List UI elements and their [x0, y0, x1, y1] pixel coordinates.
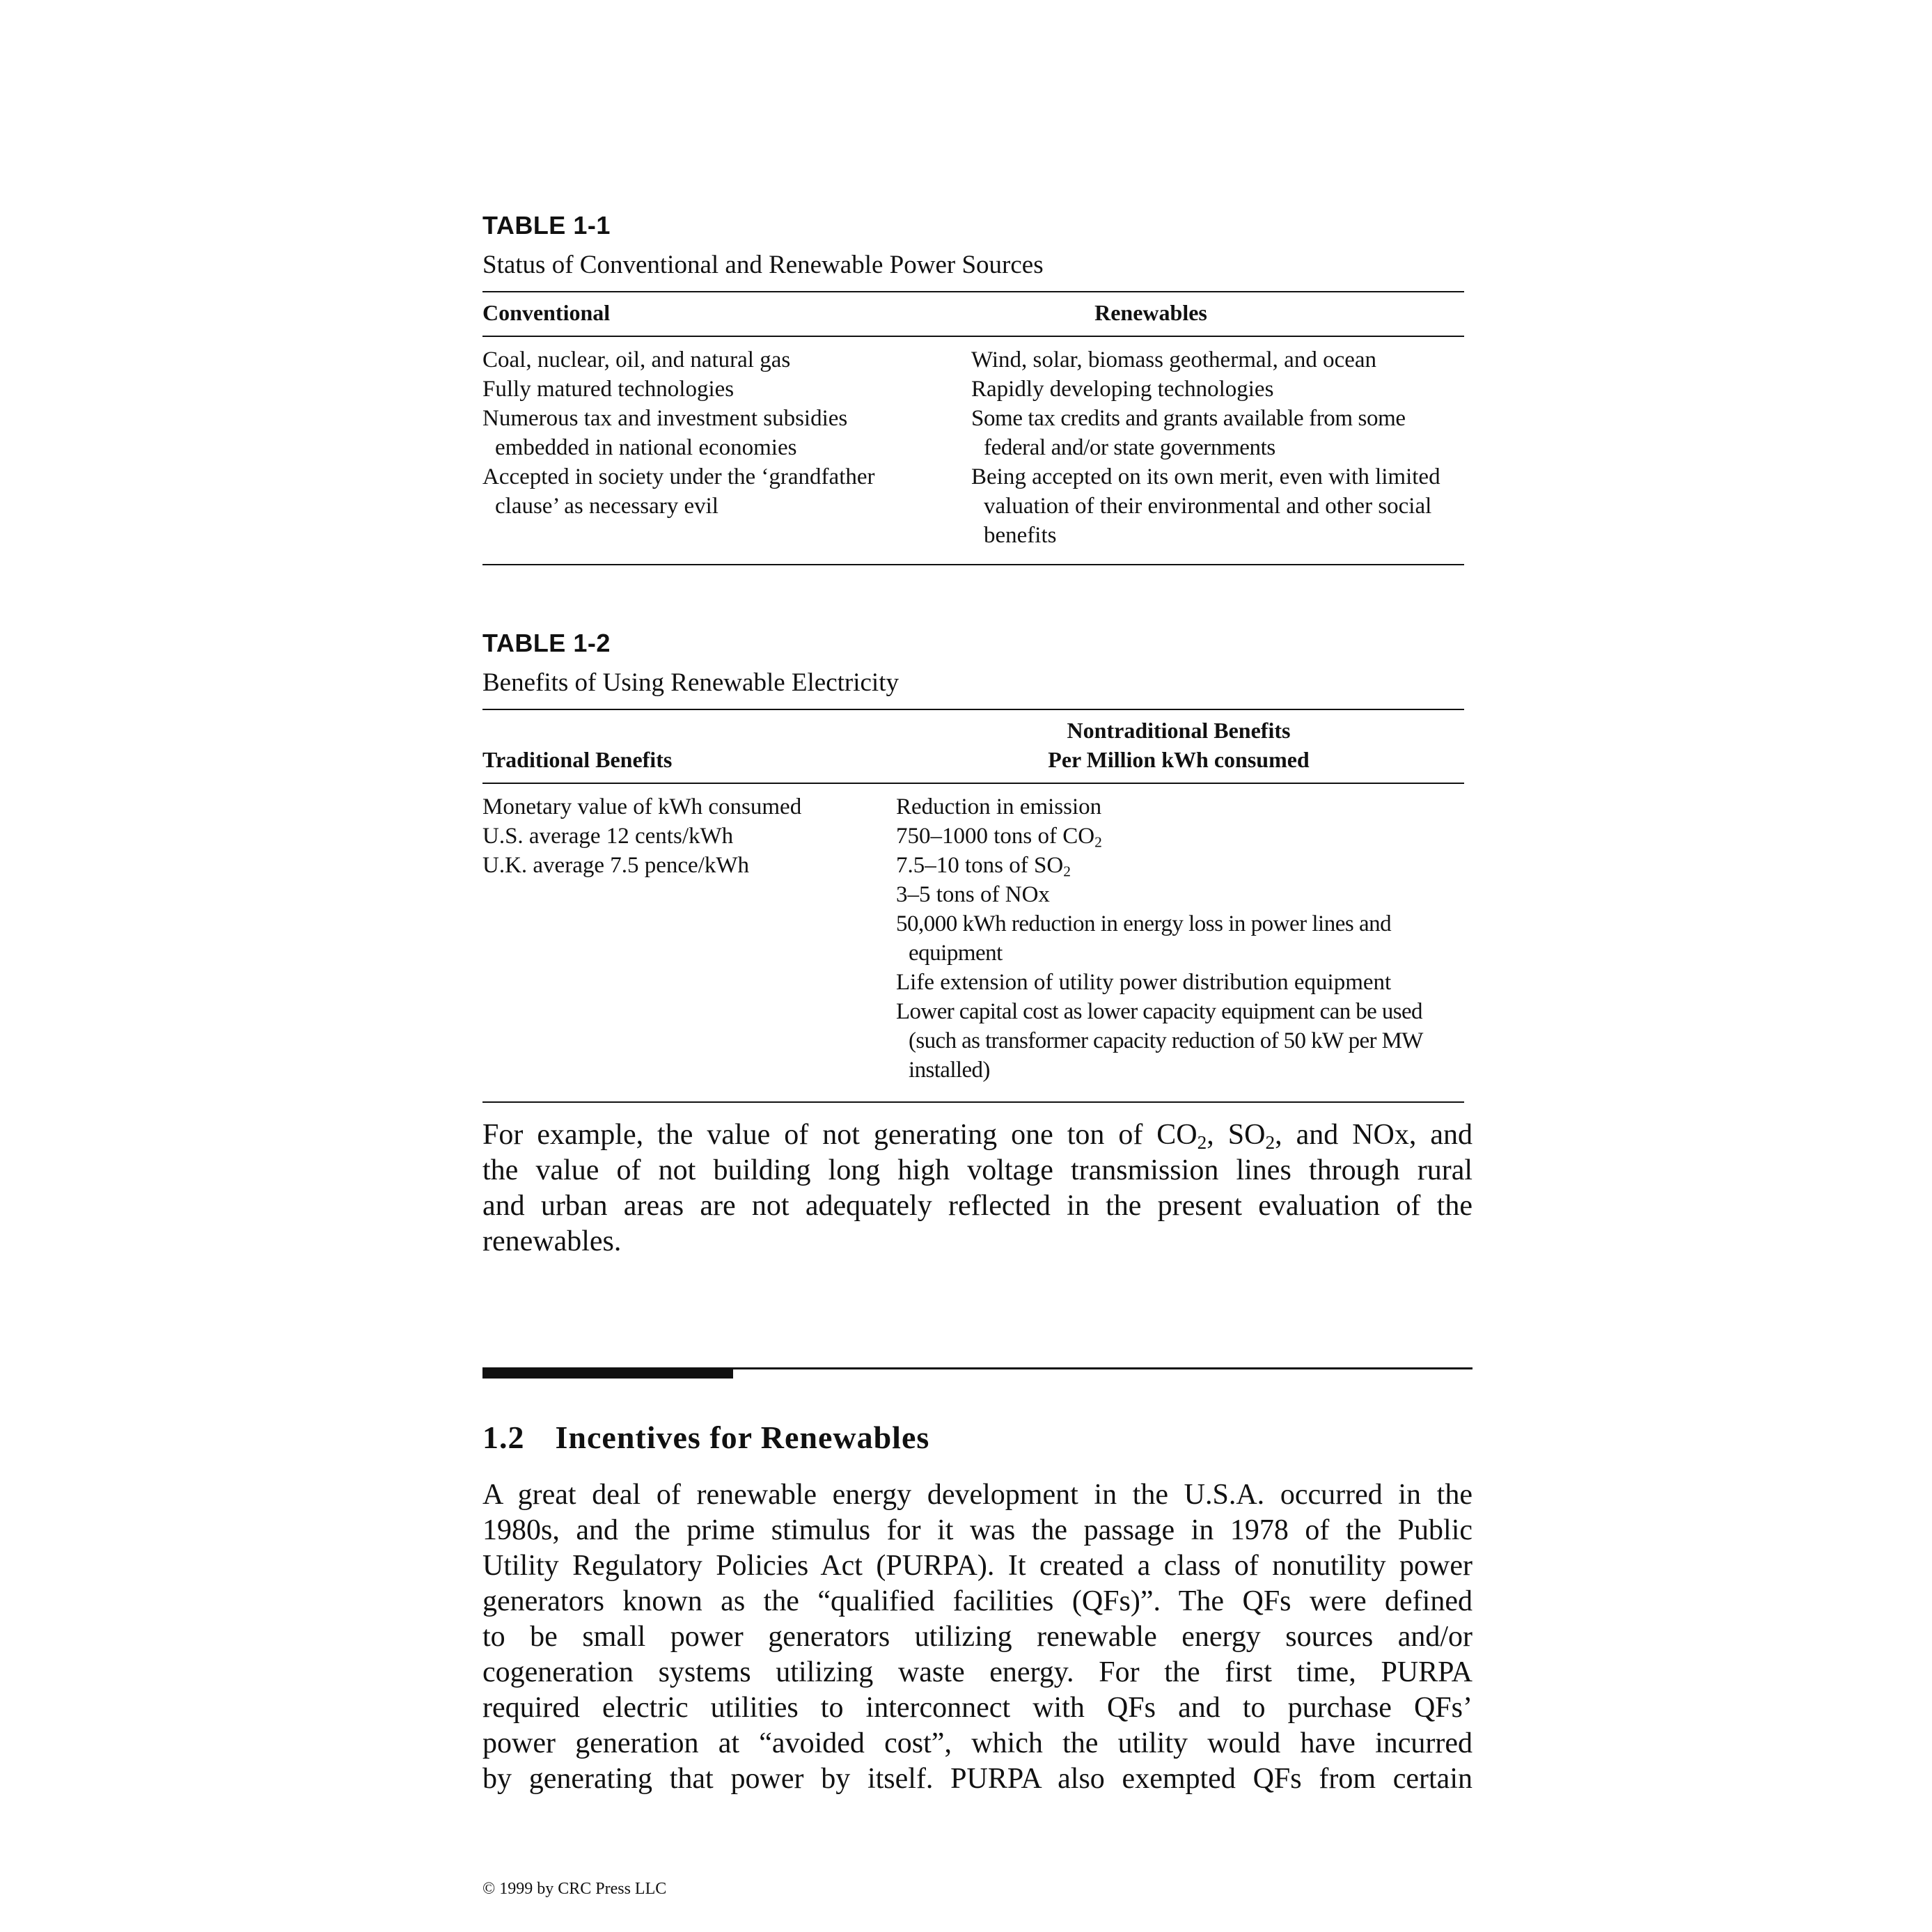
list-item: Some tax credits and grants available from some federal and/or state governments	[971, 406, 1406, 460]
header-conventional: Conventional	[482, 300, 611, 325]
table-header-row	[482, 710, 1464, 783]
table-label: TABLE 1-2	[482, 629, 611, 657]
subscript: 2	[1197, 1131, 1207, 1153]
list-item: U.K. average 7.5 pence/kWh	[482, 853, 749, 878]
column-nontraditional	[896, 792, 1467, 1085]
header-nontraditional	[970, 716, 1388, 774]
table-1-1	[482, 210, 1464, 565]
text: , SO	[1207, 1119, 1266, 1151]
table-caption: Benefits of Using Renewable Electricity	[482, 668, 899, 697]
section-title: Incentives for Renewables	[555, 1420, 930, 1455]
paragraph-incentives	[482, 1477, 1472, 1797]
list-item: 50,000 kWh reduction in energy loss in power lines and equipment	[896, 911, 1392, 966]
text: 750–1000 tons of CO	[896, 824, 1095, 849]
list-item: Life extension of utility power distribution equipment	[896, 970, 1392, 995]
list-item: Rapidly developing technologies	[971, 377, 1274, 402]
text: 7.5–10 tons of SO	[896, 853, 1064, 878]
paragraph-line: A great deal of renewable energy development in the U.S.A. occurred in the	[482, 1479, 1472, 1511]
list-item: Reduction in emission	[896, 794, 1102, 819]
paragraph-line: required electric utilities to interconnect with QFs and to purchase QFs’	[482, 1692, 1472, 1724]
column-traditional	[482, 792, 900, 880]
paragraph-line: by generating that power by itself. PURPA also exempted QFs from certain	[482, 1763, 1472, 1795]
table-caption: Status of Conventional and Renewable Power Sources	[482, 251, 1044, 279]
section-divider-bar	[482, 1367, 733, 1379]
header-renewables: Renewables	[1094, 300, 1207, 325]
list-item	[896, 822, 1467, 851]
subscript: 2	[1265, 1131, 1275, 1153]
list-item: Monetary value of kWh consumed	[482, 794, 802, 819]
paragraph-line: power generation at “avoided cost”, which the utility would have incurred	[482, 1727, 1472, 1759]
subscript: 2	[1094, 833, 1102, 851]
column-renewables	[971, 345, 1464, 550]
list-item: Coal, nuclear, oil, and natural gas	[482, 347, 791, 372]
table-1-2	[482, 628, 1464, 1103]
table-header-row	[482, 292, 1464, 336]
table-body	[482, 345, 1464, 561]
paragraph-line: the value of not building long high voltage transmission lines through rural	[482, 1154, 1472, 1186]
list-item: Wind, solar, biomass geothermal, and ocean	[971, 347, 1377, 372]
header-traditional: Traditional Benefits	[482, 747, 673, 772]
table-label: TABLE 1-1	[482, 211, 611, 239]
paragraph-line: generators known as the “qualified facilities (QFs)”. The QFs were defined	[482, 1585, 1472, 1617]
paragraph-line: renewables.	[482, 1225, 622, 1257]
paragraph-line: to be small power generators utilizing renewable energy sources and/or	[482, 1621, 1472, 1653]
subscript: 2	[1063, 863, 1071, 880]
list-item: 3–5 tons of NOx	[896, 882, 1050, 907]
paragraph-line: Utility Regulatory Policies Act (PURPA). It created a class of nonutility power	[482, 1550, 1472, 1582]
table-bottom-rule	[482, 564, 1464, 565]
column-conventional	[482, 345, 942, 521]
section-heading	[482, 1419, 1472, 1456]
table-bottom-rule	[482, 1101, 1464, 1103]
header-line: Per Million kWh consumed	[1048, 747, 1310, 772]
list-item: Fully matured technologies	[482, 377, 735, 402]
table-body	[482, 792, 1464, 1099]
text: , and NOx, and	[1275, 1119, 1472, 1151]
paragraph-line: and urban areas are not adequately reflected in the present evaluation of the	[482, 1190, 1472, 1222]
paragraph-line: 1980s, and the prime stimulus for it was the passage in 1978 of the Public	[482, 1514, 1472, 1546]
list-item: Being accepted on its own merit, even with limited valuation of their environmental and other social benefits	[971, 464, 1440, 548]
list-item: Lower capital cost as lower capacity equipment can be used (such as transformer capacity reduction of 50 kW per MW installed)	[896, 999, 1423, 1083]
list-item: U.S. average 12 cents/kWh	[482, 824, 734, 849]
paragraph-line: cogeneration systems utilizing waste energy. For the first time, PURPA	[482, 1656, 1472, 1688]
text: For example, the value of not generating one ton of CO	[482, 1119, 1197, 1151]
paragraph-example	[482, 1117, 1472, 1259]
list-item	[896, 851, 1467, 880]
table-header-rule	[482, 336, 1464, 337]
paragraph-line	[482, 1117, 1472, 1153]
header-line: Nontraditional Benefits	[1067, 718, 1291, 743]
copyright-footer: © 1999 by CRC Press LLC	[482, 1880, 667, 1898]
section-number: 1.2	[482, 1420, 525, 1455]
list-item: Accepted in society under the ‘grandfather clause’ as necessary evil	[482, 464, 875, 519]
list-item: Numerous tax and investment subsidies embedded in national economies	[482, 406, 848, 460]
table-header-rule	[482, 783, 1464, 784]
